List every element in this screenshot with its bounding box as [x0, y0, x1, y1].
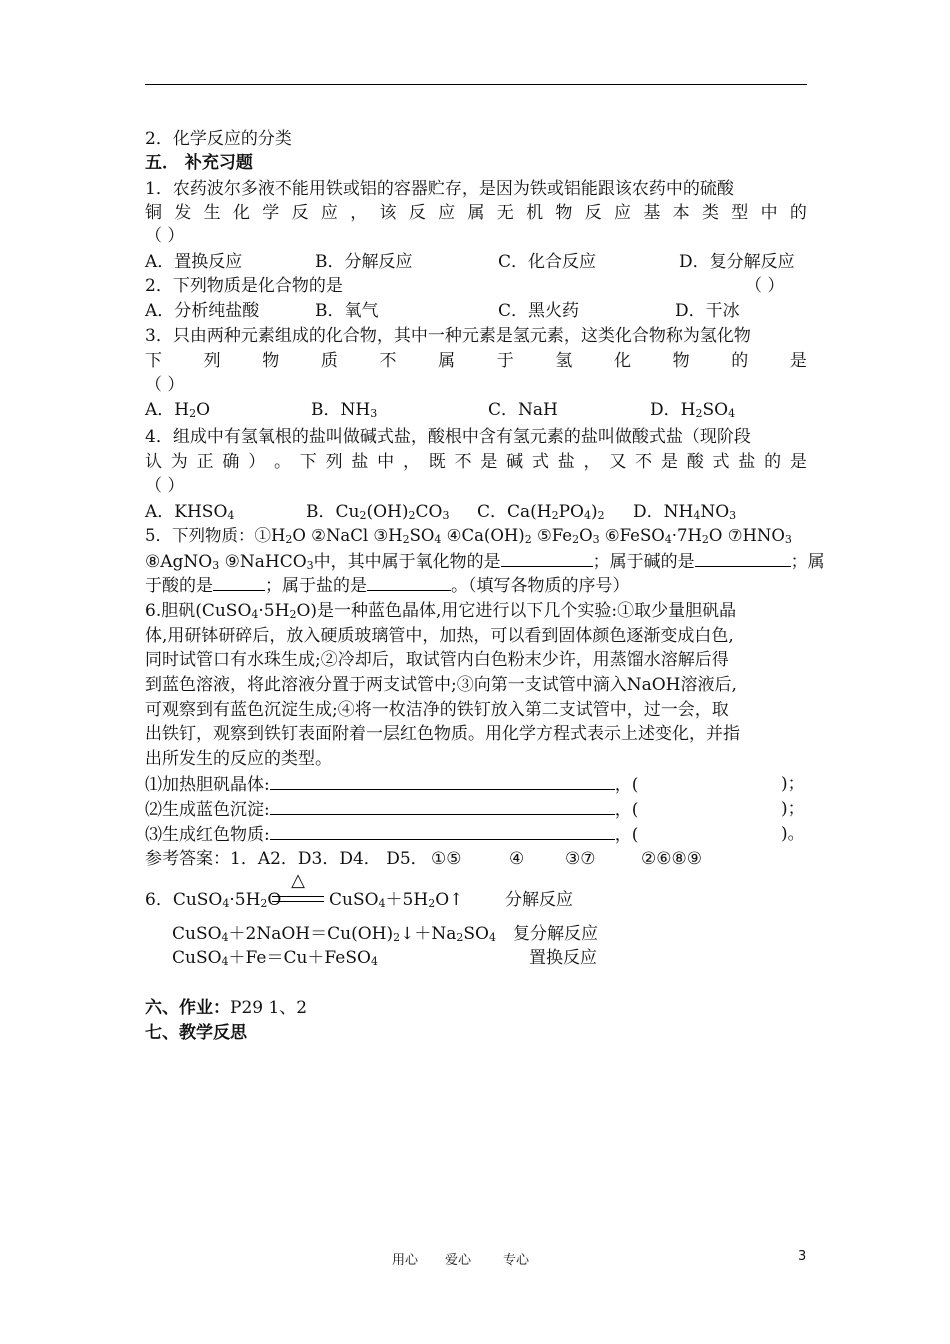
answer-eq1	[145, 870, 807, 912]
answer5-acid: ③⑦	[565, 849, 596, 869]
q1-line2-char: 属	[467, 203, 485, 223]
q3-option-d: D．$H_2SO_4$	[650, 400, 736, 420]
q4-line2-char: ，	[402, 452, 420, 472]
q4-option-a: A．$KHSO_4$	[145, 502, 235, 522]
answer5-base: ④	[509, 849, 525, 869]
q1-line2	[145, 201, 807, 225]
answer-eq2-text: $CuSO_4+2NaOH=Cu(OH)_2↓+Na_2SO_4$	[172, 924, 496, 944]
q2-option-d: D．干冰	[675, 301, 740, 321]
answer-eq2	[145, 922, 807, 946]
q1-line2-char: 型	[731, 203, 749, 223]
q3-option-c: C．NaH	[488, 400, 558, 420]
q4-option-d: D．$NH_4NO_3$	[633, 502, 737, 522]
q4-line2-char: 既	[428, 452, 446, 472]
footer-motto-3: 专心	[503, 1253, 530, 1268]
page-number: 3	[798, 1249, 807, 1264]
q6-sub1-label: ⑴加热胆矾晶体:	[145, 775, 270, 795]
q4-line2-char: 式	[712, 452, 730, 472]
q6-sub3-close: )。	[781, 824, 805, 844]
q5-line3-a: 于酸的是	[145, 576, 213, 596]
q6-line-2: 体,用研钵研碎后，放入硬质玻璃管中，加热，可以看到固体颜色逐渐变成白色,	[145, 626, 734, 646]
q4-line2-char: 盐	[351, 452, 369, 472]
q1-line2-char: 反	[291, 203, 309, 223]
q1-option-c: C．化合反应	[498, 252, 597, 272]
q3-line1: 3．只由两种元素组成的化合物，其中一种元素是氢元素，这类化合物称为氢化物	[145, 326, 751, 346]
q3-line2-char: 的	[731, 351, 749, 371]
q6-line-5: 可观察到有蓝色沉淀生成;④将一枚洁净的铁钉放入第二支试管中，过一会，取	[145, 700, 729, 720]
q6-sub2	[145, 797, 807, 822]
q1-line2-char: 应	[614, 203, 631, 223]
section6	[145, 996, 807, 1020]
footer-motto-2: 爱心	[445, 1253, 472, 1268]
q1-line2-char: 应	[438, 203, 456, 223]
answer-eq3-type: 置换反应	[529, 948, 597, 968]
q4-paren: （ ）	[145, 476, 185, 496]
q6-line-3: 同时试管口有水珠生成;②冷却后，取试管内白色粉末少许，用蒸馏水溶解后得	[145, 650, 729, 670]
q4-line2-char: 确	[222, 452, 240, 472]
q4-line2-char: ，	[583, 452, 601, 472]
q1-line2-char: 类	[701, 203, 719, 223]
answer-eq3	[145, 946, 807, 970]
q1-line2-char: ，	[350, 203, 368, 223]
q3-options	[145, 398, 807, 422]
section6-text: P29 1、2	[230, 998, 308, 1018]
q4-line2-char: 是	[789, 452, 807, 472]
q5-line1: 5．下列物质：$①H_2O$ ②NaCl $③H_2SO_4$ $④Ca(OH)_2$ $⑤Fe_2O_3$ $⑥FeSO_4\cdot 7H_2O$ $⑦HNO_3$	[145, 526, 792, 546]
q6-sub1	[145, 772, 807, 797]
q1-line2-char: 应	[320, 203, 338, 223]
q1-paren: （ ）	[145, 226, 185, 246]
q5-line3	[145, 573, 807, 598]
q4-line2-char: 不	[635, 452, 653, 472]
answer5-oxide: ①⑤	[431, 849, 462, 869]
q2-stem	[145, 274, 807, 298]
q5-line3-b: ；属于盐的是	[265, 576, 367, 596]
q5-base-blank[interactable]	[695, 549, 791, 567]
q1-options	[145, 250, 807, 274]
q5-acid-blank[interactable]	[213, 573, 265, 591]
q3-line2-char: 化	[614, 351, 631, 371]
equals-sign	[272, 896, 324, 902]
answer-eq2-type: 复分解反应	[513, 924, 598, 944]
q4-line2-char: ）	[248, 452, 266, 472]
q1-line2-char: 反	[408, 203, 426, 223]
q6-line-6: 出铁钉，观察到铁钉表面附着一层红色物质。用化学方程式表示上述变化，并指	[145, 724, 740, 744]
q6-sub1-close: )；	[781, 774, 805, 794]
q3-option-a: A．$H_2O$	[145, 400, 211, 420]
footer-motto-1: 用心	[392, 1253, 419, 1268]
q6-sub2-comma: ，(	[614, 800, 639, 820]
q3-line2-char: 不	[379, 351, 397, 371]
q1-line2-char: 本	[672, 203, 690, 223]
q5-line2-b: ；属于碱的是	[592, 552, 695, 572]
q4-line2	[145, 450, 807, 474]
q3-line2-char: 于	[496, 351, 514, 371]
q6-sub1-equation-blank[interactable]	[270, 772, 615, 790]
q1-line2-char: 基	[643, 203, 661, 223]
q6-line-4: 到蓝色溶液，将此溶液分置于两支试管中;③向第一支试管中滴入NaOH溶液后,	[145, 675, 737, 695]
q4-line2-char: 又	[609, 452, 627, 472]
answer5-salt: ②⑥⑧⑨	[641, 849, 702, 869]
q1-line2-char: 机	[526, 203, 544, 223]
q4-options	[145, 500, 807, 524]
answer-eq1-type: 分解反应	[505, 890, 573, 910]
q1-line2-char: 无	[496, 203, 514, 223]
q1-line2-char: 发	[174, 203, 192, 223]
q3-option-b: B．$NH_3$	[311, 400, 378, 420]
section7-heading: 七、教学反思	[145, 1023, 247, 1043]
q4-line2-char: 盐	[738, 452, 756, 472]
q4-option-b: B．$Cu_2(OH)_2CO_3$	[306, 502, 450, 522]
answer-eq1-left: $CuSO_4\cdot 5H_2O$	[172, 890, 282, 910]
q4-line2-char: 认	[145, 452, 162, 472]
q4-line2-char: 。	[273, 452, 291, 472]
section2-title: 2．化学反应的分类	[145, 129, 292, 149]
q2-option-b: B．氧气	[315, 301, 379, 321]
q3-line2-char: 是	[789, 351, 807, 371]
heating-condition: △	[291, 870, 305, 891]
q2-paren: （ ）	[745, 276, 785, 296]
q5-salt-blank[interactable]	[367, 573, 451, 591]
answer-eq1-right: $CuSO_4+5H_2O↑$	[329, 890, 464, 910]
q1-line2-char: 中	[760, 203, 778, 223]
q5-line3-c: 。（填写各物质的序号）	[451, 576, 630, 596]
q5-line2	[145, 549, 825, 574]
q1-line2-char: 化	[232, 203, 250, 223]
q4-line2-char: 的	[764, 452, 782, 472]
q4-line2-char: 不	[454, 452, 472, 472]
q3-line2-char: 下	[145, 351, 162, 371]
q4-line2-char: 式	[531, 452, 549, 472]
section5-heading: 五． 补充习题	[145, 153, 253, 173]
q4-line2-char: 是	[660, 452, 678, 472]
section6-label: 六、作业：	[145, 998, 230, 1018]
q1-option-d: D．复分解反应	[679, 252, 795, 272]
q3-line2	[145, 349, 807, 373]
q5-line2-a: ⑧AgNO$_3$ ⑨NaHCO$_3$中，其中属于氧化物的是	[145, 552, 501, 572]
q4-line2-char: 列	[325, 452, 343, 472]
q5-line2-c: ；属	[790, 552, 825, 572]
q4-line2-char: 碱	[506, 452, 524, 472]
q3-line2-char: 质	[320, 351, 338, 371]
q3-line2-char: 物	[262, 351, 280, 371]
q4-line2-char: 酸	[686, 452, 704, 472]
q6-line-1: 6.胆矾$(CuSO_4\cdot 5H_2O)$是一种蓝色晶体,用它进行以下几个实验:①取少量胆矾晶	[145, 601, 737, 621]
answers-line1	[145, 847, 807, 871]
q6-sub2-label: ⑵生成蓝色沉淀:	[145, 800, 270, 820]
q1-line2-char: 物	[555, 203, 573, 223]
q3-line2-char: 列	[203, 351, 221, 371]
q3-line2-char: 氢	[555, 351, 573, 371]
q6-sub2-close: )；	[781, 799, 805, 819]
q1-line2-char: 生	[203, 203, 221, 223]
q4-option-c: C．$Ca(H_2PO_4)_2$	[477, 502, 605, 522]
q4-line2-char: 中	[377, 452, 395, 472]
q1-option-b: B．分解反应	[315, 252, 413, 272]
q1-line2-char: 反	[584, 203, 602, 223]
q6-line-7: 出所发生的反应的类型。	[145, 749, 332, 769]
answer-eq1-num: 6．	[145, 890, 173, 910]
answer-eq3-text: CuSO$_4$＋Fe＝Cu＋FeSO$_4$	[172, 948, 378, 968]
q6-sub3-equation-blank[interactable]	[270, 822, 615, 840]
q1-line2-char: 该	[379, 203, 397, 223]
header-rule	[145, 84, 807, 85]
q3-line2-char: 物	[672, 351, 690, 371]
q1-line2-char: 的	[789, 203, 807, 223]
q6-sub1-comma: ，(	[614, 775, 639, 795]
q6-sub3-label: ⑶生成红色物质:	[145, 825, 270, 845]
q5-oxide-blank[interactable]	[501, 549, 593, 567]
q4-line2-char: 为	[170, 452, 188, 472]
q2-options	[145, 299, 807, 323]
q4-line1: 4．组成中有氢氧根的盐叫做碱式盐，酸根中含有氢元素的盐叫做酸式盐（现阶段	[145, 427, 751, 447]
q6-sub3	[145, 822, 807, 847]
q1-option-a: A．置换反应	[145, 252, 243, 272]
q4-line2-char: 是	[480, 452, 498, 472]
q4-line2-char: 盐	[557, 452, 575, 472]
q2-stem-text: 2．下列物质是化合物的是	[145, 276, 343, 296]
answers-label: 参考答案：1．A2．D3．D4． D5．	[145, 849, 428, 869]
q1-line2-char: 铜	[145, 203, 162, 223]
q4-line2-char: 正	[196, 452, 214, 472]
q2-option-a: A．分析纯盐酸	[145, 301, 260, 321]
q3-paren: （ ）	[145, 375, 185, 395]
q3-line2-char: 属	[438, 351, 456, 371]
q2-option-c: C．黑火药	[498, 301, 580, 321]
q4-line2-char: 下	[299, 452, 317, 472]
q1-line2-char: 学	[262, 203, 280, 223]
q6-sub2-equation-blank[interactable]	[270, 797, 615, 815]
q1-line1: 1．农药波尔多液不能用铁或铝的容器贮存，是因为铁或铝能跟该农药中的硫酸	[145, 179, 734, 199]
q6-sub3-comma: ，(	[614, 825, 639, 845]
